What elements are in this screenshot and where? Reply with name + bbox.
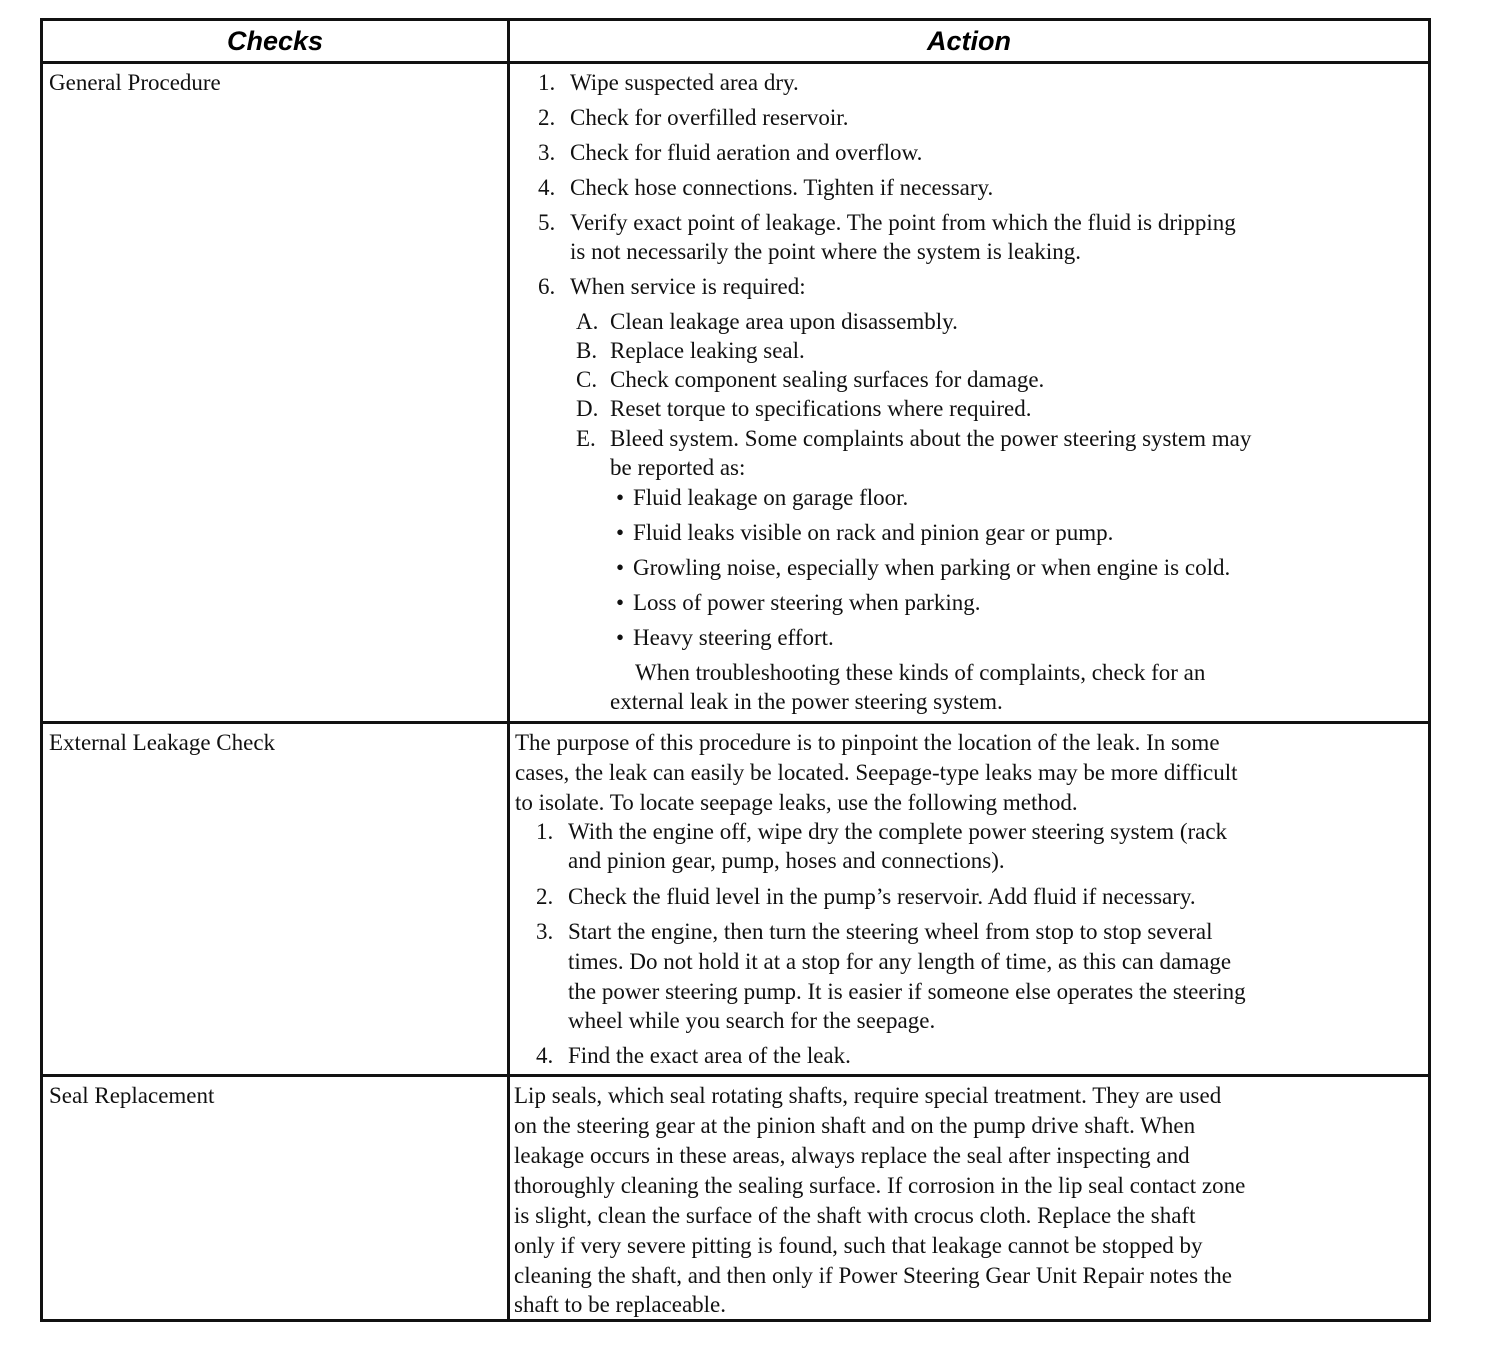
intro-line: The purpose of this procedure is to pinpoint the location of the leak. In some [515, 730, 1220, 755]
step-number: 5. [538, 210, 556, 235]
check-general-procedure: General Procedure [49, 70, 221, 95]
step-text: and pinion gear, pump, hoses and connections). [568, 848, 1005, 873]
note-line: When troubleshooting these kinds of complaints, check for an [635, 660, 1206, 685]
step-text: With the engine off, wipe dry the complete power steering system (rack [568, 819, 1228, 844]
note-line: external leak in the power steering system. [610, 689, 1003, 714]
bullet-icon: • [616, 520, 625, 545]
paragraph-line: cleaning the shaft, and then only if Power Steering Gear Unit Repair notes the [514, 1263, 1232, 1288]
intro-line: to isolate. To locate seepage leaks, use the following method. [515, 790, 1078, 815]
substep-text: Reset torque to specifications where required. [610, 396, 1032, 421]
step-number: 1. [538, 70, 556, 95]
step-text: Wipe suspected area dry. [570, 70, 799, 95]
step-text: Check hose connections. Tighten if necessary. [570, 175, 994, 200]
step-number: 4. [536, 1043, 554, 1068]
step-number: 1. [536, 819, 554, 844]
step-text: Check the fluid level in the pump’s reservoir. Add fluid if necessary. [568, 884, 1196, 909]
bullet-icon: • [616, 625, 625, 650]
substep-text: Replace leaking seal. [610, 338, 805, 363]
paragraph-line: thoroughly cleaning the sealing surface. If corrosion in the lip seal contact zone [514, 1173, 1246, 1198]
substep-letter: A. [576, 309, 599, 334]
substep-text: Bleed system. Some complaints about the power steering system may [610, 426, 1252, 451]
step-text: Verify exact point of leakage. The point from which the fluid is dripping [570, 210, 1236, 235]
step-text: Check for overfilled reservoir. [570, 105, 849, 130]
bullet-text: Heavy steering effort. [633, 625, 834, 650]
step-text: the power steering pump. It is easier if someone else operates the steering [568, 979, 1246, 1004]
bullet-text: Loss of power steering when parking. [633, 590, 981, 615]
bullet-icon: • [616, 555, 625, 580]
header-divider [43, 61, 1428, 64]
substep-text: Check component sealing surfaces for damage. [610, 367, 1045, 392]
bullet-icon: • [616, 590, 625, 615]
step-text: Check for fluid aeration and overflow. [570, 140, 923, 165]
substep-letter: D. [576, 396, 599, 421]
step-number: 6. [538, 274, 556, 299]
header-checks: Checks [226, 26, 324, 56]
substep-letter: E. [576, 426, 596, 451]
paragraph-line: leakage occurs in these areas, always replace the seal after inspecting and [514, 1143, 1190, 1168]
step-number: 3. [536, 919, 554, 944]
step-number: 2. [538, 105, 556, 130]
bullet-text: Growling noise, especially when parking or when engine is cold. [633, 555, 1231, 580]
row-divider-1 [43, 721, 1428, 724]
paragraph-line: only if very severe pitting is found, such that leakage cannot be stopped by [514, 1233, 1203, 1258]
step-number: 3. [538, 140, 556, 165]
paragraph-line: shaft to be replaceable. [514, 1292, 726, 1317]
step-text: When service is required: [570, 274, 806, 299]
step-text: wheel while you search for the seepage. [568, 1008, 936, 1033]
bullet-text: Fluid leakage on garage floor. [633, 485, 909, 510]
header-action: Action [927, 26, 1011, 56]
step-text: Find the exact area of the leak. [568, 1043, 851, 1068]
intro-line: cases, the leak can easily be located. Seepage-type leaks may be more difficult [515, 760, 1238, 785]
column-divider [507, 21, 510, 1319]
step-number: 4. [538, 175, 556, 200]
step-text: Start the engine, then turn the steering wheel from stop to stop several [568, 919, 1213, 944]
check-seal-replacement: Seal Replacement [49, 1083, 215, 1108]
paragraph-line: is slight, clean the surface of the shaft with crocus cloth. Replace the shaft [514, 1203, 1196, 1228]
substep-text: Clean leakage area upon disassembly. [610, 309, 958, 334]
substep-letter: B. [576, 338, 598, 363]
troubleshooting-table [40, 18, 1431, 1322]
step-text-continued: is not necessarily the point where the system is leaking. [570, 239, 1081, 264]
substep-letter: C. [576, 367, 598, 392]
paragraph-line: on the steering gear at the pinion shaft and on the pump drive shaft. When [514, 1113, 1196, 1138]
paragraph-line: Lip seals, which seal rotating shafts, require special treatment. They are used [514, 1083, 1222, 1108]
check-external-leakage: External Leakage Check [49, 730, 276, 755]
step-number: 2. [536, 884, 554, 909]
bullet-text: Fluid leaks visible on rack and pinion gear or pump. [633, 520, 1114, 545]
substep-text-continued: be reported as: [610, 455, 746, 480]
bullet-icon: • [616, 485, 625, 510]
row-divider-2 [43, 1074, 1428, 1077]
step-text: times. Do not hold it at a stop for any length of time, as this can damage [568, 949, 1232, 974]
